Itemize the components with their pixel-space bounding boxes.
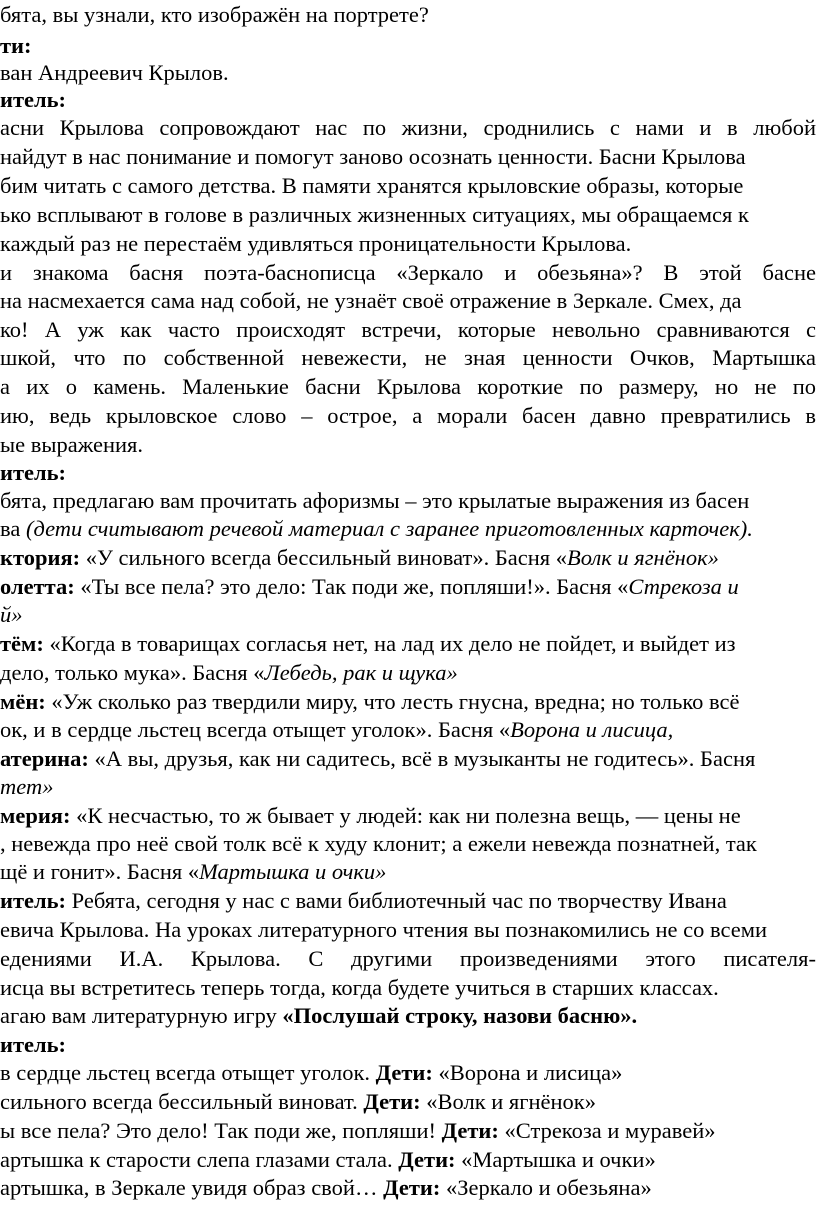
game-line: артышка, в Зеркале увидя образ свой… Дети: «Зеркало и обезьяна» <box>0 1175 652 1200</box>
game-line: артышка к старости слепа глазами стала. Дети: «Мартышка и очки» <box>0 1147 656 1172</box>
quote-line: ктория: «У сильного всегда бессильный виноват». Басня «Волк и ягнёнок» <box>0 545 719 570</box>
paragraph-line: агаю вам литературную игру «Послушай строку, назови басню». <box>0 1003 638 1028</box>
paragraph-line: бята, предлагаю вам прочитать афоризмы – это крылатые выражения из басен <box>0 488 750 513</box>
paragraph-line: на насмехается сама над собой, не узнаёт своё отражение в Зеркале. Смех, да <box>0 288 742 313</box>
quote-line: мерия: «К несчастью, то ж бывает у людей: как ни полезна вещь, — цены не <box>0 803 741 828</box>
paragraph-line: евича Крылова. На уроках литературного чтения вы познакомились не со всеми <box>0 917 767 942</box>
paragraph-line: каждый раз не перестаём удивляться проницательности Крылова. <box>0 231 632 256</box>
quote-line: атерина: «А вы, друзья, как ни садитесь, всё в музыканты не годитесь». Басня <box>0 746 756 771</box>
game-line: ы все пела? Это дело! Так поди же, попляши! Дети: «Стрекоза и муравей» <box>0 1118 716 1143</box>
paragraph-line: найдут в нас понимание и помогут заново осознать ценности. Басни Крылова <box>0 144 746 169</box>
quote-line: мён: «Уж сколько раз твердили миру, что лесть гнусна, вредна; но только всё <box>0 689 740 714</box>
paragraph-line: едениями И.А. Крылова. С другими произведениями этого писателя- <box>0 946 816 971</box>
paragraph-line: бим читать с самого детства. В памяти хранятся крыловские образы, которые <box>0 173 744 198</box>
paragraph-line: ко! А уж как часто происходят встречи, которые невольно сравниваются с <box>0 317 816 342</box>
paragraph-line: асни Крылова сопровождают нас по жизни, сроднились с нами и в любой <box>0 115 816 140</box>
paragraph-line: ию, ведь крыловское слово – острое, а морали басен давно превратились в <box>0 403 816 428</box>
paragraph-line: итель: Ребята, сегодня у нас с вами библиотечный час по творчеству Ивана <box>0 888 727 913</box>
quote-line: ок, и в сердце льстец всегда отыщет уголок». Басня «Ворона и лисица, <box>0 717 674 742</box>
quote-line: дело, только мука». Басня «Лебедь, рак и щука» <box>0 660 458 685</box>
speaker-teacher: итель: <box>0 1032 67 1057</box>
game-line: в сердце льстец всегда отыщет уголок. Дети: «Ворона и лисица» <box>0 1060 623 1085</box>
paragraph-line: и знакома басня поэта-баснописца «Зеркало и обезьяна»? В этой басне <box>0 260 816 285</box>
paragraph-line: исца вы встретитесь теперь тогда, когда будете учиться в старших классах. <box>0 975 719 1000</box>
quote-line: щё и гонит». Басня «Мартышка и очки» <box>0 859 387 884</box>
speaker-teacher: итель: <box>0 87 67 112</box>
question-line: бята, вы узнали, кто изображён на портрете? <box>0 2 429 27</box>
answer-line: ван Андреевич Крылов. <box>0 60 229 85</box>
paragraph-line: ва (дети считывают речевой материал с заранее приготовленных карточек). <box>0 516 753 541</box>
paragraph-line: шкой, что по собственной невежести, не зная ценности Очков, Мартышка <box>0 345 816 370</box>
paragraph-line: ые выражения. <box>0 432 143 457</box>
game-line: сильного всегда бессильный виноват. Дети: «Волк и ягнёнок» <box>0 1089 596 1114</box>
quote-line: олетта: «Ты все пела? это дело: Так поди же, попляши!». Басня «Стрекоза и <box>0 574 739 599</box>
paragraph-line: а их о камень. Маленькие басни Крылова короткие по размеру, но не по <box>0 374 816 399</box>
quote-line: тет» <box>0 774 54 799</box>
quote-line: , невежда про неё свой толк всё к худу клонит; а ежели невежда познатней, так <box>0 831 757 856</box>
speaker-teacher: итель: <box>0 460 67 485</box>
speaker-children: ти: <box>0 33 32 58</box>
paragraph-line: ько всплывают в голове в различных жизненных ситуациях, мы обращаемся к <box>0 202 749 227</box>
quote-line: тём: «Когда в товарищах согласья нет, на лад их дело не пойдет, и выйдет из <box>0 631 736 656</box>
quote-line: й» <box>0 602 23 627</box>
